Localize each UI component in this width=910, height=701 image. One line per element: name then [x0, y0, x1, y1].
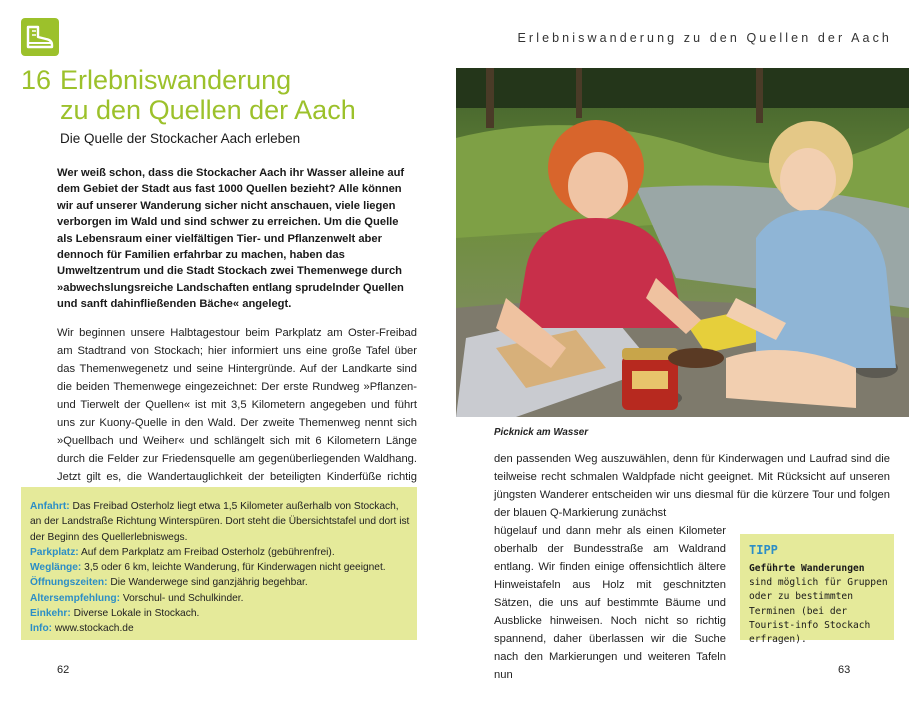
- chapter-title-line1: Erlebniswanderung: [60, 65, 292, 95]
- page-number-left: 62: [57, 664, 70, 676]
- photo-caption: Picknick am Wasser: [494, 427, 589, 438]
- page-number-right: 63: [838, 664, 851, 676]
- info-text: 3,5 oder 6 km, leichte Wanderung, für Kinderwagen nicht geeignet.: [84, 562, 386, 574]
- tip-text: sind möglich für Gruppen oder zu bestimmten Terminen (bei der Tourist-info Stockach erfragen).: [749, 577, 888, 646]
- info-row-info: [30, 621, 410, 636]
- boot-icon: [24, 23, 56, 51]
- picnic-photo: [456, 68, 909, 417]
- info-row-einkehr: [30, 606, 410, 621]
- info-lines: [30, 499, 410, 637]
- info-text: Die Wanderwege sind ganzjährig begehbar.: [110, 577, 308, 589]
- info-label: Altersempfehlung:: [30, 592, 120, 604]
- info-row-oeffnungszeiten: [30, 575, 410, 590]
- info-label: Anfahrt:: [30, 501, 70, 512]
- info-text: Diverse Lokale in Stockach.: [73, 608, 200, 620]
- info-text: Auf dem Parkplatz am Freibad Osterholz (gebührenfrei).: [80, 546, 335, 558]
- tip-box: [740, 534, 894, 646]
- info-label: Info:: [30, 623, 53, 635]
- info-text: Vorschul- und Schulkinder.: [122, 592, 244, 604]
- info-row-weglaenge: [30, 560, 410, 575]
- picnic-illustration: [456, 68, 909, 417]
- chapter-title-line2: zu den Quellen der Aach: [60, 95, 356, 125]
- info-label: Parkplatz:: [30, 546, 79, 558]
- info-row-anfahrt: [30, 499, 410, 545]
- tip-title: Geführte Wanderungen: [749, 563, 865, 574]
- info-text: Das Freibad Osterholz liegt etwa 1,5 Kilometer außerhalb von Stockach, an der Landstraße Richtung Winterspüren. Dort steht die Übersichtstafel und dort ist der Beginn des Quellerlebniswegs.: [30, 501, 410, 543]
- chapter-number: 16: [21, 65, 52, 95]
- info-link[interactable]: www.stockach.de: [54, 623, 134, 635]
- body-paragraph-left: Wir beginnen unsere Halbtagestour beim Parkplatz am Oster-Freibad am Stadtrand von Stockach; hier informiert uns eine große Tafel über das Themenwegenetz und seine Hintergründe. Auf der Landkarte sind die beiden Themenwege eingezeichnet: Der erste Rundweg »Pflanzen- und Tierwelt der Quellen« ist mit 3,5 Kilometern angegeben und führt uns zur Kuony-Quelle in den Wald. Der zweite Themenweg nennt sich »Quellbach und Weiher« und schlängelt sich mit 6 Kilometern Länge durch die Felder zur Friedensquelle am gegenüberliegenden Waldhang. Jetzt gilt es, die Wandertauglichkeit der beteiligten Kinderfüße richtig: [57, 327, 417, 483]
- info-label: Öffnungszeiten:: [30, 577, 108, 589]
- tip-body: [749, 562, 891, 647]
- tip-heading: TIPP: [749, 543, 778, 557]
- hiking-boot-logo: [21, 18, 59, 56]
- info-label: Weglänge:: [30, 562, 82, 574]
- chapter-subtitle: Die Quelle der Stockacher Aach erleben: [60, 131, 301, 146]
- body-paragraph-right-top: den passenden Weg auszuwählen, denn für Kinderwagen und Laufrad sind die teilweise recht schmalen Waldpfade nicht geeignet. Mit Rücksicht auf unseren jüngsten Wanderer entscheiden wir uns diesmal für die kürzere Tour und folgen der blauen Q-Markierung zunächst: [494, 453, 890, 519]
- info-row-parkplatz: [30, 545, 410, 560]
- info-row-altersempfehlung: [30, 591, 410, 606]
- info-label: Einkehr:: [30, 608, 71, 620]
- chapter-title: [60, 65, 440, 125]
- running-header: Erlebniswanderung zu den Quellen der Aach: [517, 31, 892, 45]
- body-paragraph-right-narrow: hügelauf und dann mehr als einen Kilometer oberhalb der Bundesstraße am Waldrand entlang. Wir finden einige offensichtlich ältere Hinweistafeln aus Holz mit geschnitzten Sätzen, die uns auf bestimmte Bäume und Ausblicke hinweisen. Noch nicht so richtig spannend, daher überlassen wir die Suche nach den Markierungen und weiteren Tafeln nun: [494, 525, 726, 681]
- info-box: [21, 487, 417, 640]
- intro-paragraph: Wer weiß schon, dass die Stockacher Aach ihr Wasser alleine auf dem Gebiet der Stadt aus fast 1000 Quellen bezieht? Alle können wir auf unserer Wanderung sicher nicht anschauen, viele liegen verborgen im Wald und sind schwer zu erreichen. Um die Quelle als Lebensraum einer vielfältigen Tier- und Pflanzenwelt aber dennoch für Familien erfahrbar zu machen, haben das Umweltzentrum und die Stadt Stockach zwei Themenwege durch »abwechslungsreiche Landschaften entlang sprudelnder Quellen und sanft dahinfließenden Bäche« angelegt.: [57, 167, 405, 311]
